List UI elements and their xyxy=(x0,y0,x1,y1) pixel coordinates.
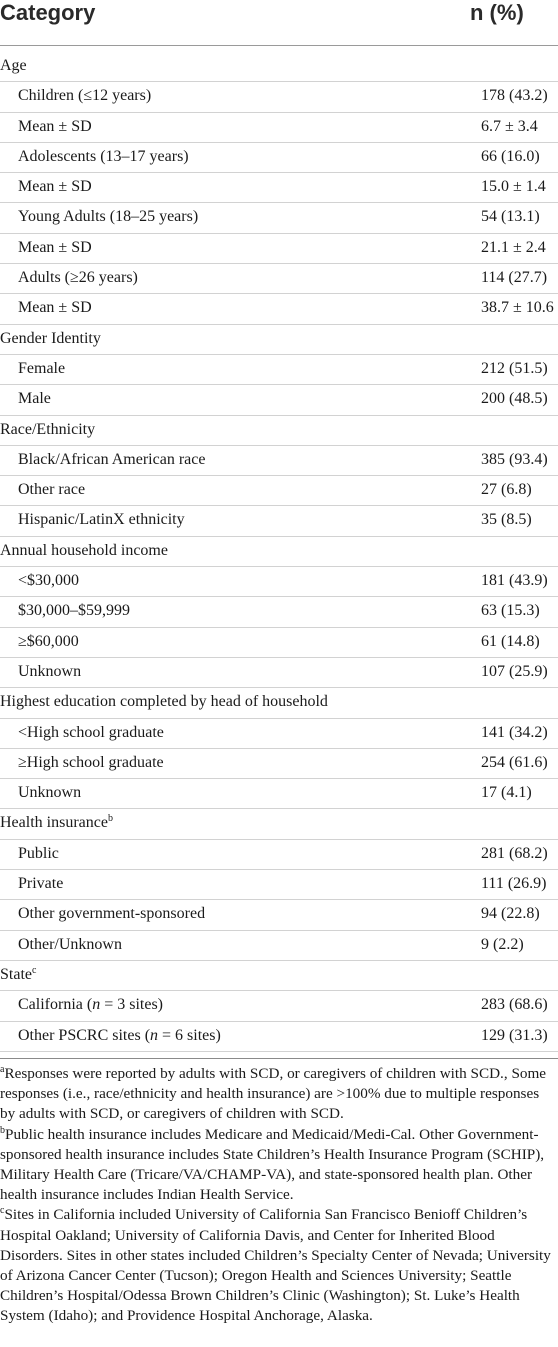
table-row xyxy=(0,143,558,173)
footnote-marker: c xyxy=(0,1205,5,1217)
table-row xyxy=(0,991,558,1021)
table-bottom-rule xyxy=(0,1058,558,1059)
row-label: Other/Unknown xyxy=(18,935,122,953)
group-label: Health insurance$^b$ xyxy=(0,813,113,832)
row-label: ≥High school graduate xyxy=(18,753,164,771)
row-label: Other PSCRC sites (n = 6 sites) xyxy=(18,1026,221,1044)
row-label: Other race xyxy=(18,481,86,499)
row-value: 61 (14.8) xyxy=(481,632,540,650)
row-label: Adults (≥26 years) xyxy=(18,269,138,287)
footnote-text: Responses were reported by adults with SCD, or caregivers of children with SCD., Some responses (i.e., race/ethnicity and health insurance) are >100% due to multiple responses by adults with SCD, or caregivers of children with SCD. xyxy=(0,1065,547,1123)
row-label: Female xyxy=(18,359,66,377)
table-row xyxy=(0,658,558,688)
table-row xyxy=(0,506,558,536)
row-value: 94 (22.8) xyxy=(481,905,540,923)
table-row xyxy=(0,173,558,203)
table-row xyxy=(0,779,558,809)
row-label: Unknown xyxy=(18,784,82,802)
row-value: 38.7 ± 10.6 xyxy=(481,299,554,317)
table-row xyxy=(0,446,558,476)
table-row xyxy=(0,719,558,749)
table-group-row xyxy=(0,688,558,718)
row-label: <High school graduate xyxy=(18,723,164,741)
row-label: <$30,000 xyxy=(18,572,80,590)
row-label: Public xyxy=(18,844,59,862)
table-row xyxy=(0,234,558,264)
table-body xyxy=(0,52,558,1052)
row-value: 9 (2.2) xyxy=(481,935,524,953)
row-label: Hispanic/LatinX ethnicity xyxy=(18,511,185,529)
row-label: California (n = 3 sites) xyxy=(18,996,163,1014)
row-value: 212 (51.5) xyxy=(481,359,548,377)
row-value: 129 (31.3) xyxy=(481,1026,548,1044)
row-value: 283 (68.6) xyxy=(481,996,548,1014)
row-label: Black/African American race xyxy=(18,450,206,468)
footnote-marker: a xyxy=(0,1064,5,1075)
footnote-c xyxy=(0,1205,556,1326)
row-label: Male xyxy=(18,390,51,408)
table-group-row xyxy=(0,809,558,839)
row-value: 281 (68.2) xyxy=(481,844,548,862)
row-label: $30,000–$59,999 xyxy=(18,602,130,620)
row-value: 385 (93.4) xyxy=(481,450,548,468)
row-value: 111 (26.9) xyxy=(481,875,547,893)
row-label: ≥$60,000 xyxy=(18,632,79,650)
group-label: Highest education completed by head of household xyxy=(0,693,328,711)
table-row xyxy=(0,900,558,930)
row-label: Adolescents (13–17 years) xyxy=(18,147,189,165)
table-row xyxy=(0,385,558,415)
row-value: 107 (25.9) xyxy=(481,662,548,680)
table-row xyxy=(0,1022,558,1052)
table-row xyxy=(0,749,558,779)
row-value: 54 (13.1) xyxy=(481,208,540,226)
group-label: State$^c$ xyxy=(0,964,37,983)
row-label: Young Adults (18–25 years) xyxy=(18,208,199,226)
footnote-marker: c xyxy=(32,964,37,976)
table-row xyxy=(0,203,558,233)
n-percent-column-header: n (%) xyxy=(470,0,524,25)
row-value: 21.1 ± 2.4 xyxy=(481,238,546,256)
table-row xyxy=(0,931,558,961)
table-group-row xyxy=(0,416,558,446)
row-label: Private xyxy=(18,875,64,893)
table-row xyxy=(0,476,558,506)
group-label: Race/Ethnicity xyxy=(0,420,96,438)
footnotes xyxy=(0,1064,556,1327)
table-row xyxy=(0,840,558,870)
footnote-marker: b xyxy=(107,813,113,825)
row-value: 27 (6.8) xyxy=(481,481,532,499)
row-value: 114 (27.7) xyxy=(481,269,548,287)
row-value: 181 (43.9) xyxy=(481,572,548,590)
table-row xyxy=(0,113,558,143)
table-row xyxy=(0,355,558,385)
row-value: 141 (34.2) xyxy=(481,723,548,741)
row-value: 200 (48.5) xyxy=(481,390,548,408)
table-row xyxy=(0,597,558,627)
table-row xyxy=(0,294,558,324)
row-value: 15.0 ± 1.4 xyxy=(481,178,546,196)
row-value: 66 (16.0) xyxy=(481,147,540,165)
group-label: Annual household income xyxy=(0,541,168,559)
table-group-row xyxy=(0,52,558,82)
row-value: 254 (61.6) xyxy=(481,753,548,771)
group-label: Age xyxy=(0,57,27,74)
table-row xyxy=(0,264,558,294)
table-row xyxy=(0,82,558,112)
row-label: Other government-sponsored xyxy=(18,905,206,923)
table-row xyxy=(0,870,558,900)
table-group-row xyxy=(0,537,558,567)
footnote-b xyxy=(0,1125,556,1206)
table-group-row xyxy=(0,325,558,355)
row-value: 6.7 ± 3.4 xyxy=(481,117,538,135)
table-row xyxy=(0,628,558,658)
table-group-row xyxy=(0,961,558,991)
row-label: Mean ± SD xyxy=(18,117,92,135)
group-label: Gender Identity xyxy=(0,329,101,347)
row-value: 63 (15.3) xyxy=(481,602,540,620)
row-label: Mean ± SD xyxy=(18,238,92,256)
row-value: 178 (43.2) xyxy=(481,87,548,105)
row-label: Mean ± SD xyxy=(18,178,92,196)
row-label: Unknown xyxy=(18,662,82,680)
footnote-text: Public health insurance includes Medicare and Medicaid/Medi-Cal. Other Government-sponsored health insurance includes State Children’s Health Insurance Program (SCHIP), Military Health Care (Tricare/VA/CHAMP-VA), and state-sponsored health plan. Other health insurance includes Indian Health Service. xyxy=(0,1125,545,1204)
row-value: 17 (4.1) xyxy=(481,784,532,802)
row-label: Children (≤12 years) xyxy=(18,87,152,105)
row-label: Mean ± SD xyxy=(18,299,92,317)
table-header xyxy=(0,0,558,46)
footnote-marker: b xyxy=(0,1124,5,1136)
footnote-text: Sites in California included University of California San Francisco Benioff Children’s Hospital Oakland; University of California Davis, and Center for Inherited Blood Disorders. Sites in other states included Children’s Specialty Center of Nevada; University of Arizona Cancer Center (Tucson); Oregon Health and Sciences University; Seattle Children’s Hospital/Odessa Brown Children’s Clinic (Washington); St. Luke’s Health System (Idaho); and Providence Hospital Anchorage, Alaska. xyxy=(0,1206,551,1325)
table-row xyxy=(0,567,558,597)
category-column-header: Category xyxy=(0,0,96,25)
row-value: 35 (8.5) xyxy=(481,511,532,529)
footnote-a xyxy=(0,1064,556,1125)
